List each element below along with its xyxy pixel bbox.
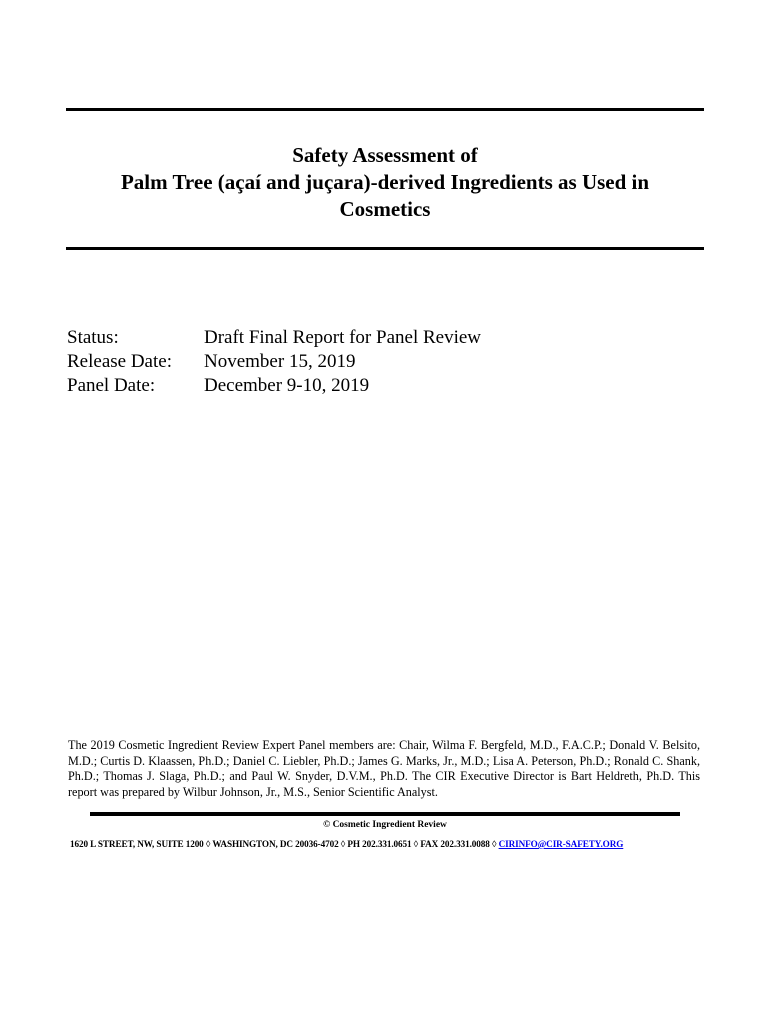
top-divider xyxy=(66,108,704,111)
address-text: 1620 L STREET, NW, SUITE 1200 ◊ WASHINGTON, DC 20036-4702 ◊ PH 202.331.0651 ◊ FAX 202.331.0088 ◊ xyxy=(70,839,499,849)
title-line-3: Cosmetics xyxy=(339,197,431,221)
footer-address xyxy=(70,838,710,850)
release-date-row xyxy=(67,350,481,374)
status-row xyxy=(67,326,481,350)
report-title xyxy=(66,142,704,223)
status-value: Draft Final Report for Panel Review xyxy=(204,327,482,348)
footer-divider xyxy=(90,812,680,816)
panel-date-value: December 9-10, 2019 xyxy=(204,375,370,396)
email-link[interactable]: CIRINFO@CIR-SAFETY.ORG xyxy=(498,839,624,849)
panel-date-row xyxy=(67,374,481,398)
report-metadata xyxy=(67,326,481,398)
panel-date-label: Panel Date: xyxy=(67,375,156,396)
status-label: Status: xyxy=(67,327,119,348)
title-line-1: Safety Assessment of xyxy=(292,143,478,167)
title-bottom-divider xyxy=(66,247,704,250)
panel-members-note: The 2019 Cosmetic Ingredient Review Expert Panel members are: Chair, Wilma F. Bergfeld, M.D., F.A.C.P.; Donald V. Belsito, M.D.; Curtis D. Klaassen, Ph.D.; Daniel C. Liebler, Ph.D.; James G. Marks, Jr., M.D.; Lisa A. Peterson, Ph.D.; Ronald C. Shank, Ph.D.; Thomas J. Slaga, Ph.D.; and Paul W. Snyder, D.V.M., Ph.D. The CIR Executive Director is Bart Heldreth, Ph.D. This report was prepared by Wilbur Johnson, Jr., M.S., Senior Scientific Analyst. xyxy=(68,738,700,799)
copyright-notice: © Cosmetic Ingredient Review xyxy=(323,820,447,830)
release-date-label: Release Date: xyxy=(67,351,172,372)
release-date-value: November 15, 2019 xyxy=(204,351,356,372)
title-line-2: Palm Tree (açaí and juçara)-derived Ingredients as Used in xyxy=(120,170,650,194)
